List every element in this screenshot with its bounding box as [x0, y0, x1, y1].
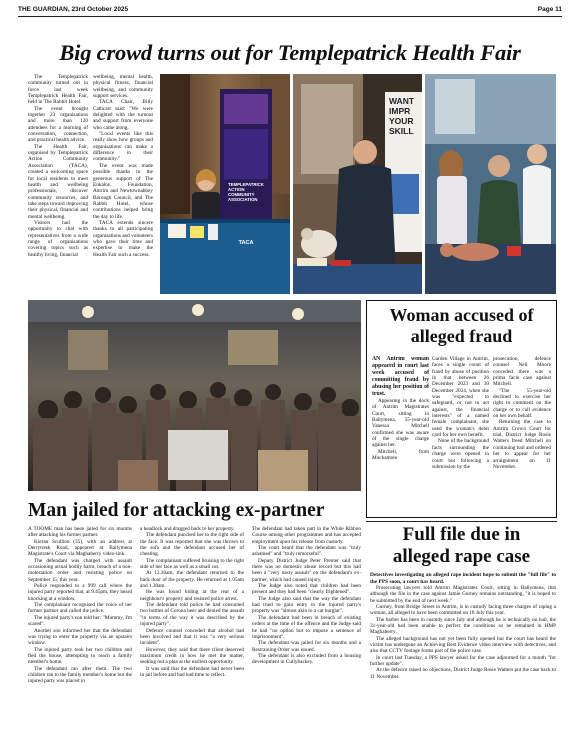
story2-lede: AN Antrim woman appeared in court last week accused of committing fraud by abusing her position of trust. — [372, 356, 429, 397]
paragraph: The Judge also said that the way the defendant had tried to gain entry to the injured party's property was "almost akin to a cat burglar". — [252, 595, 361, 615]
paragraph: The injured party's son told her: "Mummy, I'm scared". — [28, 614, 132, 628]
masthead-paper-date: THE GUARDIAN, 23rd October 2025 — [18, 5, 129, 13]
paragraph: Appearing in the dock of Antrim Magistrates Court, sitting in Ballymena, 55-year-old Vanessa Mitchell confirmed she was aware of the single charge against her. — [372, 398, 429, 449]
poster-line: YOUR — [389, 116, 414, 126]
story4-headline-line-1: Full file due in — [402, 524, 521, 545]
photo-crowd — [28, 300, 361, 491]
paragraph: None of the background facts surrounding the charge were opened in court but following a submission by the — [432, 438, 489, 470]
story1-headline: Big crowd turns out for Templepatrick Health Fair — [59, 40, 521, 65]
paragraph: Prosecuting lawyers told Antrim Magistrates Court, sitting in Ballymena, that although the file in the case against Jamie Gurney remains outstanding, "it is hoped to be submitted by the end of next week." — [370, 585, 556, 604]
story1-column-1 — [28, 74, 88, 293]
story4-lede: Detectives investigating an alleged rape incident hope to submit the "full file" to the PPS soon, a court has heard. — [370, 572, 556, 585]
poster-line: IMPR — [389, 106, 411, 116]
paragraph: The defendant was jailed for six months and a Restraining Order was issued. — [252, 640, 361, 653]
story3-column-2 — [140, 526, 244, 731]
paragraph: The alleged background has not yet been fully opened but the court has heard the victim has undergone an Achieving Best Evidence video interview with detectives, and also that CCTV footage forms part of the police case. — [370, 635, 556, 655]
paragraph: Mitchell, from Muckamore — [372, 448, 429, 462]
paragraph: The Health Fair, organised by Templepatrick Action Community Association (TACA), created a welcoming space for local residents to meet health and wellbeing professionals, discover community resources, and take steps toward improving their physical, financial and mental wellbeing. — [28, 143, 88, 220]
paragraph: At 12.30am, the defendant returned to the back door of the property. He returned at 1.05am and 1.30am. — [140, 570, 244, 590]
paragraph: The court heard that the defendant was "truly ashamed" and "truly remorseful". — [252, 545, 361, 558]
paragraph: The event was made possible thanks to the generous support of The Enkalon Foundation, Antrim and Newtownabbey Borough Council, and The Rabbit Hotel, whose contributions helped bring the day to life. — [93, 162, 153, 220]
story4-body — [370, 572, 556, 732]
story2-column-3 — [493, 356, 551, 514]
paragraph: Visitors had the opportunity to chat with representatives from a wide range of organisations covering topics such as healthy living, financial — [28, 219, 88, 258]
page-number: Page 11 — [537, 5, 562, 13]
paragraph: "Local events like this really show how groups and organisations can make a difference in their community." — [93, 131, 153, 163]
paragraph: The complainant recognised the voice of her former partner and called the police. — [28, 602, 132, 615]
poster-text — [389, 96, 421, 136]
masthead-rule — [18, 16, 562, 17]
paragraph: Garden Village in Antrim, faces a single count of fraud by abuse of position in that between 26 December 2023 and 30 December 2024, when she was "expected to safeguard, or not to act against, the financial interests" of a named female complainant, she used the woman's debit card for her own benefit. — [432, 356, 489, 439]
photo-cpr-demo-illustration — [425, 74, 556, 294]
paragraph: Kieran Scullion (35), with an address at Derrytresk Road, appeared at Ballymena Magistrate's Court via Maghaberry video-link. — [28, 538, 132, 558]
paragraph: A TOOME man has been jailed for six months after attacking his former partner. — [28, 526, 132, 539]
paragraph: TACA Chair, Billy Cathcart said: "We were delighted with the turnout and support from everyone who came along. — [93, 99, 153, 131]
paragraph: The defendant told police he had consumed two bottles of Corona beer and denied the assault "in terms of the way it was described by the injured party". — [140, 602, 244, 628]
paragraph: He was found hiding at the rear of a neighbour's property and resisted police arrest. — [140, 589, 244, 602]
photo-taca-stall-illustration — [160, 74, 290, 294]
story3-column-1 — [28, 526, 132, 731]
photo-crowd-illustration — [28, 300, 361, 491]
paragraph: The defendant had been in breach of existing orders at the time of the offence and the Judge said he had "no option but to impose a sentence of imprisonment". — [252, 614, 361, 640]
paragraph: The defendant punched her to the right side of the face. It was reported that she was thrown to the sofa and the defendant accused her of cheating. — [140, 532, 244, 558]
story4-headline-line-2: alleged rape case — [392, 546, 531, 567]
banner-logo: TACA — [238, 240, 254, 246]
paragraph: a headlock and dragged back to her property. — [140, 526, 235, 532]
paragraph: The defendant was charged with assault occasioning actual bodily harm, breach of a non-molestation order and resisting police on September 15, this year. — [28, 557, 132, 583]
paragraph: Returning the case to Antrim Crown Court for trial, District Judge Rosie Watters freed Mitchell on continuing bail and ordered her to appear for her arraignment on 11 November. — [493, 419, 551, 470]
paragraph: As the defence raised no objections, District Judge Rosie Watters put the case back to 11 November. — [370, 667, 556, 680]
paragraph: The Judge also noted that children had been present and they had been "clearly frightened". — [252, 583, 361, 596]
paragraph: However, they said that there client deserved maximum credit in how he met the matter, seeking out a plea at the earliest opportunity. — [140, 646, 244, 666]
paragraph: The Templepatrick community turned out in force last week Templepatrick Health Fair, held in The Rabbit Hotel. — [28, 74, 88, 106]
paragraph: wellbeing, mental health, physical fitness, financial wellbeing, and community support services. — [93, 74, 153, 100]
story2-column-2 — [432, 356, 489, 514]
paragraph: "The 55-year-old declined to exercise her right to comment on the charge or to call evidence on her own behalf. — [493, 387, 551, 420]
photo-cpr-demo — [425, 74, 556, 294]
paragraph: The event brought together 23 organisations and more than 120 attendees for a morning of conversation, connection, and practical health advice. — [28, 105, 88, 144]
paragraph: The defendant is also excluded from a housing development in Cullybackey. — [252, 652, 361, 666]
story4-top-rule — [366, 521, 557, 522]
paragraph: The defendant ran after them. The two children ran to the family member's home but the injured party was placed in — [28, 665, 132, 685]
paragraph: It was said that the defendant had never been in jail before and had had time to reflect. — [140, 665, 244, 678]
photo-fair-visitor — [293, 74, 422, 294]
story2-headline: Woman accused of alleged fraud — [389, 305, 534, 346]
paragraph: Police responded to a 999 call where the injured party reported that, at 9.45pm, they heard knocking at a window. — [28, 583, 132, 602]
story3-headline: Man jailed for attacking ex-partner — [28, 500, 325, 521]
paragraph: prosecution, defence counsel Neil Moore conceded there was a prima facie case against Mitchell. — [493, 356, 551, 388]
paragraph: Defence counsel conceded that alcohol had been involved and that it was "a very serious incident". — [140, 627, 244, 647]
paragraph: The injured party took her two children and fled the house, attempting to reach a family member's home. — [28, 646, 132, 666]
poster-line: WANT — [389, 96, 415, 106]
paragraph: Gurney, from Bridge Street in Antrim, is in custody facing three charges of raping a woman, all alleged to have been committed on 18 July this year. — [370, 604, 556, 617]
story4-headline — [366, 524, 557, 568]
story3-column-3 — [252, 526, 361, 731]
paragraph: Deputy District Judge Peter Prenter said that there was no domestic abuse record but this had been a "very nasty assault" on the defendant's ex-partner, which had caused injury. — [252, 557, 361, 583]
paragraph: The barber has been in custody since July and although he is technically on bail, the 31-year-old had been unable to perfect the conditions so he remained in HMP Maghaberry. — [370, 616, 556, 636]
poster-line: SKILL — [389, 126, 414, 136]
paragraph: Another son informed her that the defendant was trying to enter the property via an upstairs window. — [28, 627, 132, 647]
story2-column-1 — [372, 356, 429, 514]
banner-title: TEMPLEPATRICK ACTION COMMUNITY ASSOCIATION — [228, 182, 264, 202]
paragraph: The defendant had taken part in the White Ribbon Course among other programmes and has accepted employment upon his release from custody. — [252, 526, 361, 545]
paragraph: TACA extends sincere thanks to all participating organisations and volunteers who gave their time and expertise to make the Health Fair such a success. — [93, 219, 153, 258]
masthead — [18, 3, 562, 15]
photo-taca-stall — [160, 74, 290, 294]
paragraph: In court last Tuesday, a PPS lawyer asked for the case adjourned for a month "for further update". — [370, 654, 556, 668]
story1-column-2 — [93, 74, 153, 293]
paragraph: The complainant suffered bruising to the right side of her face as well as a small cut. — [140, 557, 244, 571]
